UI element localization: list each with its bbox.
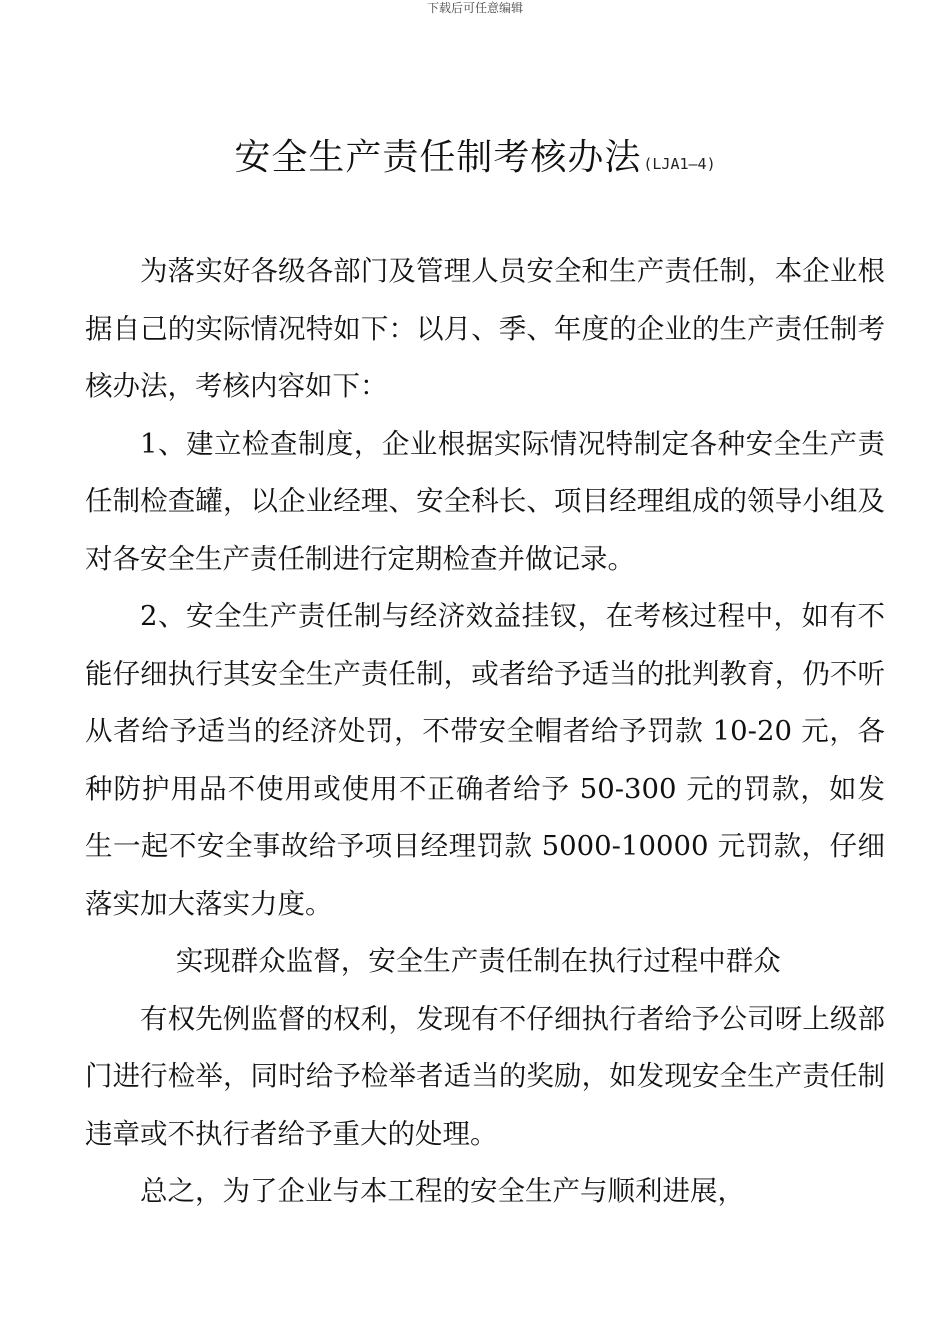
title-code: (LJA1—4) bbox=[643, 155, 716, 173]
paragraph-item-2: 2、安全生产责任制与经济效益挂钗，在考核过程中，如有不能仔细执行其安全生产责任制，或者给予适当的批判教育，仍不听从者给予适当的经济处罚，不带安全帽者给予罚款 10-20 元，各种防护用品不使用或使用不正确者给予 50-300 元的罚款，如发生一起不安全事故给予项目经理罚款 5000-10000 元罚款，仔细落实加大落实力度。 bbox=[85, 600, 885, 920]
paragraph-item-1: 1、建立检查制度，企业根据实际情况特制定各种安全生产责任制检查罐，以企业经理、安全科长、项目经理组成的领导小组及对各安全生产责任制进行定期检查并做记录。 bbox=[85, 427, 885, 575]
paragraph-item-3-body: 有权先例监督的权利，发现有不仔细执行者给予公司呀上级部门进行检举，同时给予检举者适当的奖励，如发现安全生产责任制违章或不执行者给予重大的处理。 bbox=[85, 1002, 885, 1150]
document-title bbox=[0, 133, 950, 183]
paragraph-conclusion: 总之，为了企业与本工程的安全生产与顺利进展， bbox=[140, 1175, 745, 1207]
paragraph-intro: 为落实好各级各部门及管理人员安全和生产责任制，本企业根据自己的实际情况特如下：以月、季、年度的企业的生产责任制考核办法，考核内容如下： bbox=[85, 255, 885, 402]
header-note: 下载后可任意编辑 bbox=[426, 1, 523, 15]
title-main: 安全生产责任制考核办法 bbox=[234, 137, 642, 178]
document-body bbox=[85, 243, 885, 1221]
paragraph-item-3-heading: 实现群众监督，安全生产责任制在执行过程中群众 bbox=[175, 945, 781, 977]
